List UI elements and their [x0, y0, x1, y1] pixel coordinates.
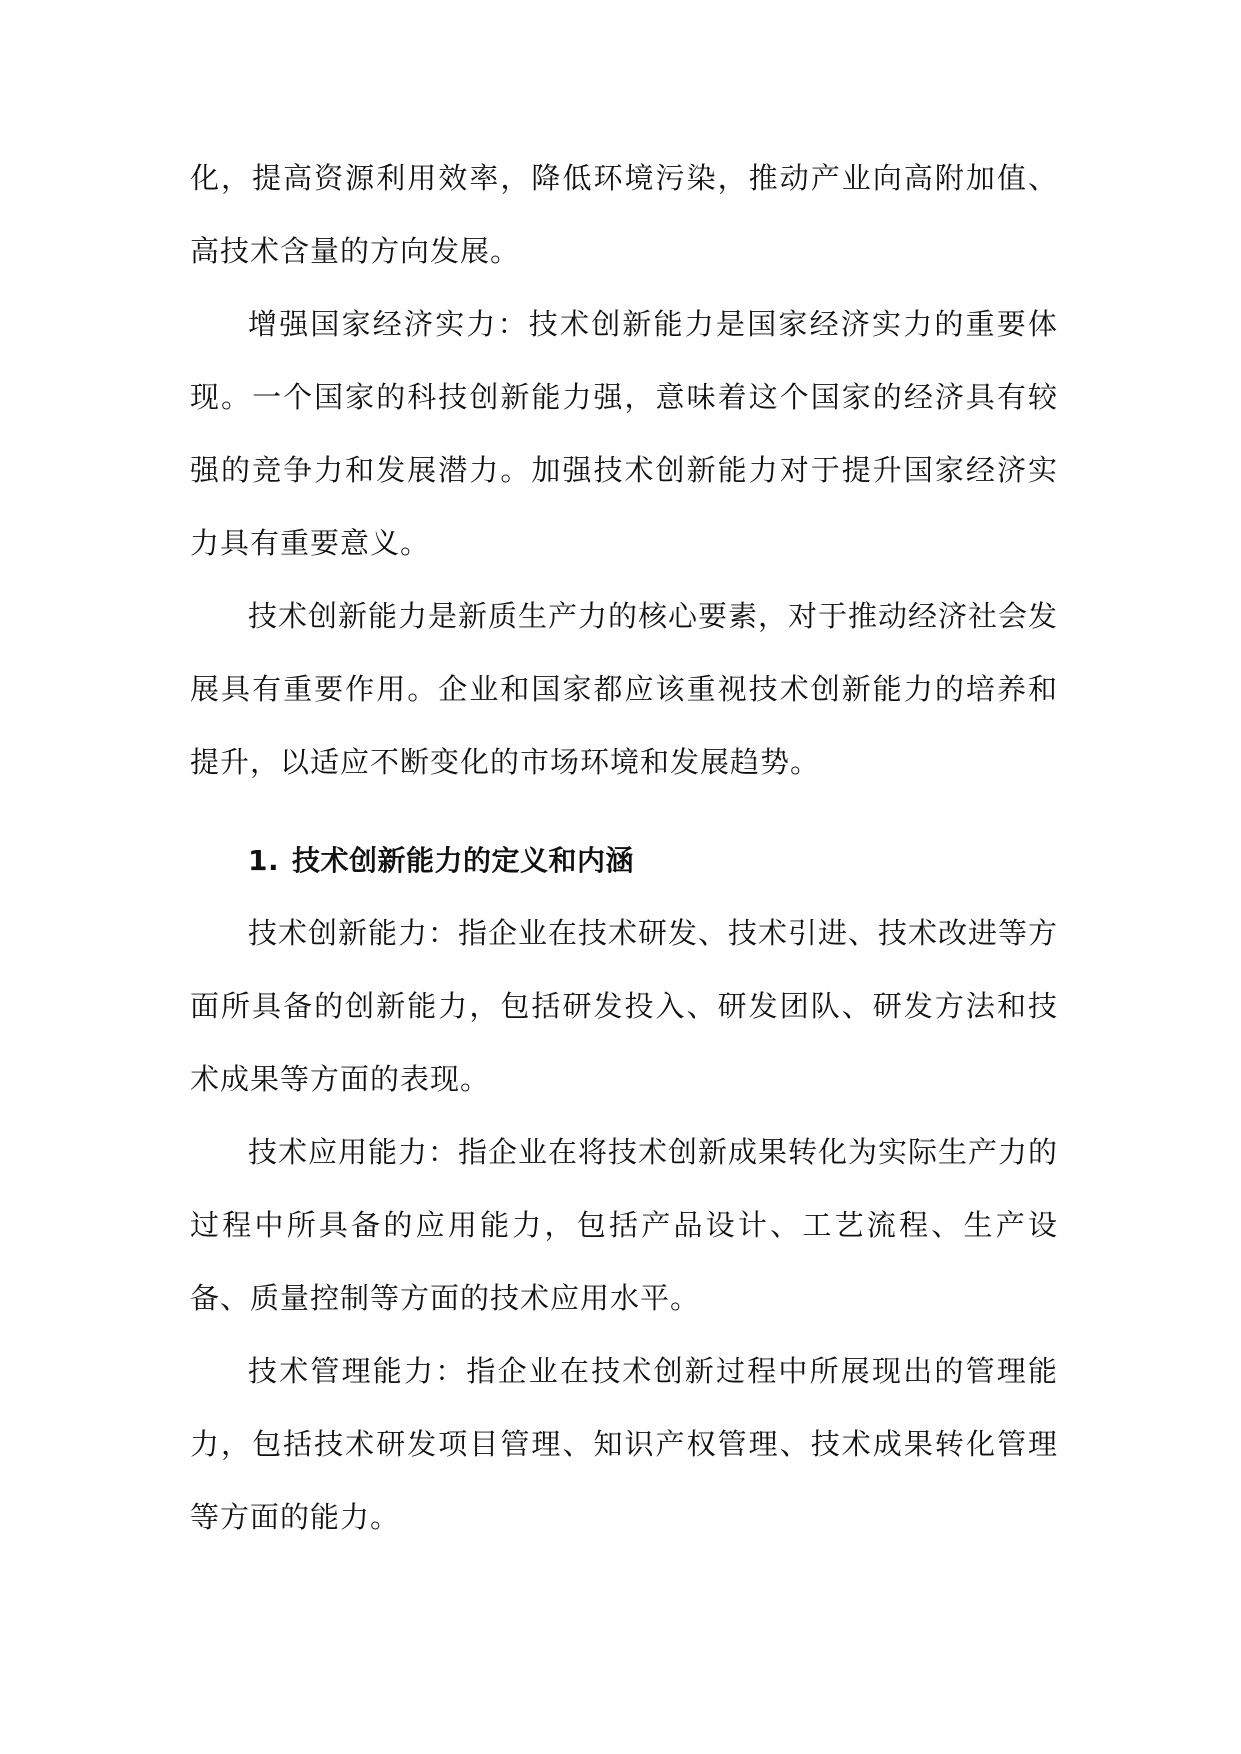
paragraph-core-element-summary: 技术创新能力是新质生产力的核心要素，对于推动经济社会发展具有重要作用。企业和国家都应该重视技术创新能力的培养和提升，以适应不断变化的市场环境和发展趋势。 [190, 599, 1059, 779]
section-heading-title: 技术创新能力的定义和内涵 [292, 844, 635, 877]
paragraph-continuation: 化，提高资源利用效率，降低环境污染，推动产业向高附加值、高技术含量的方向发展。 [190, 161, 1058, 268]
paragraph-technology-application-capability: 技术应用能力：指企业在将技术创新成果转化为实际生产力的过程中所具备的应用能力，包括产品设计、工艺流程、生产设备、质量控制等方面的技术应用水平。 [190, 1135, 1059, 1315]
paragraph-national-economic-strength: 增强国家经济实力：技术创新能力是国家经济实力的重要体现。一个国家的科技创新能力强，意味着这个国家的经济具有较强的竞争力和发展潜力。加强技术创新能力对于提升国家经济实力具有重要意义。 [190, 307, 1058, 560]
section-heading [190, 824, 1058, 897]
paragraph-technology-management-capability: 技术管理能力：指企业在技术创新过程中所展现出的管理能力，包括技术研发项目管理、知识产权管理、技术成果转化管理等方面的能力。 [190, 1354, 1058, 1534]
paragraph-technology-innovation-capability: 技术创新能力：指企业在技术研发、技术引进、技术改进等方面所具备的创新能力，包括研发投入、研发团队、研发方法和技术成果等方面的表现。 [190, 916, 1059, 1096]
section-heading-number: 1. [248, 844, 280, 877]
document-body [190, 142, 1058, 1554]
